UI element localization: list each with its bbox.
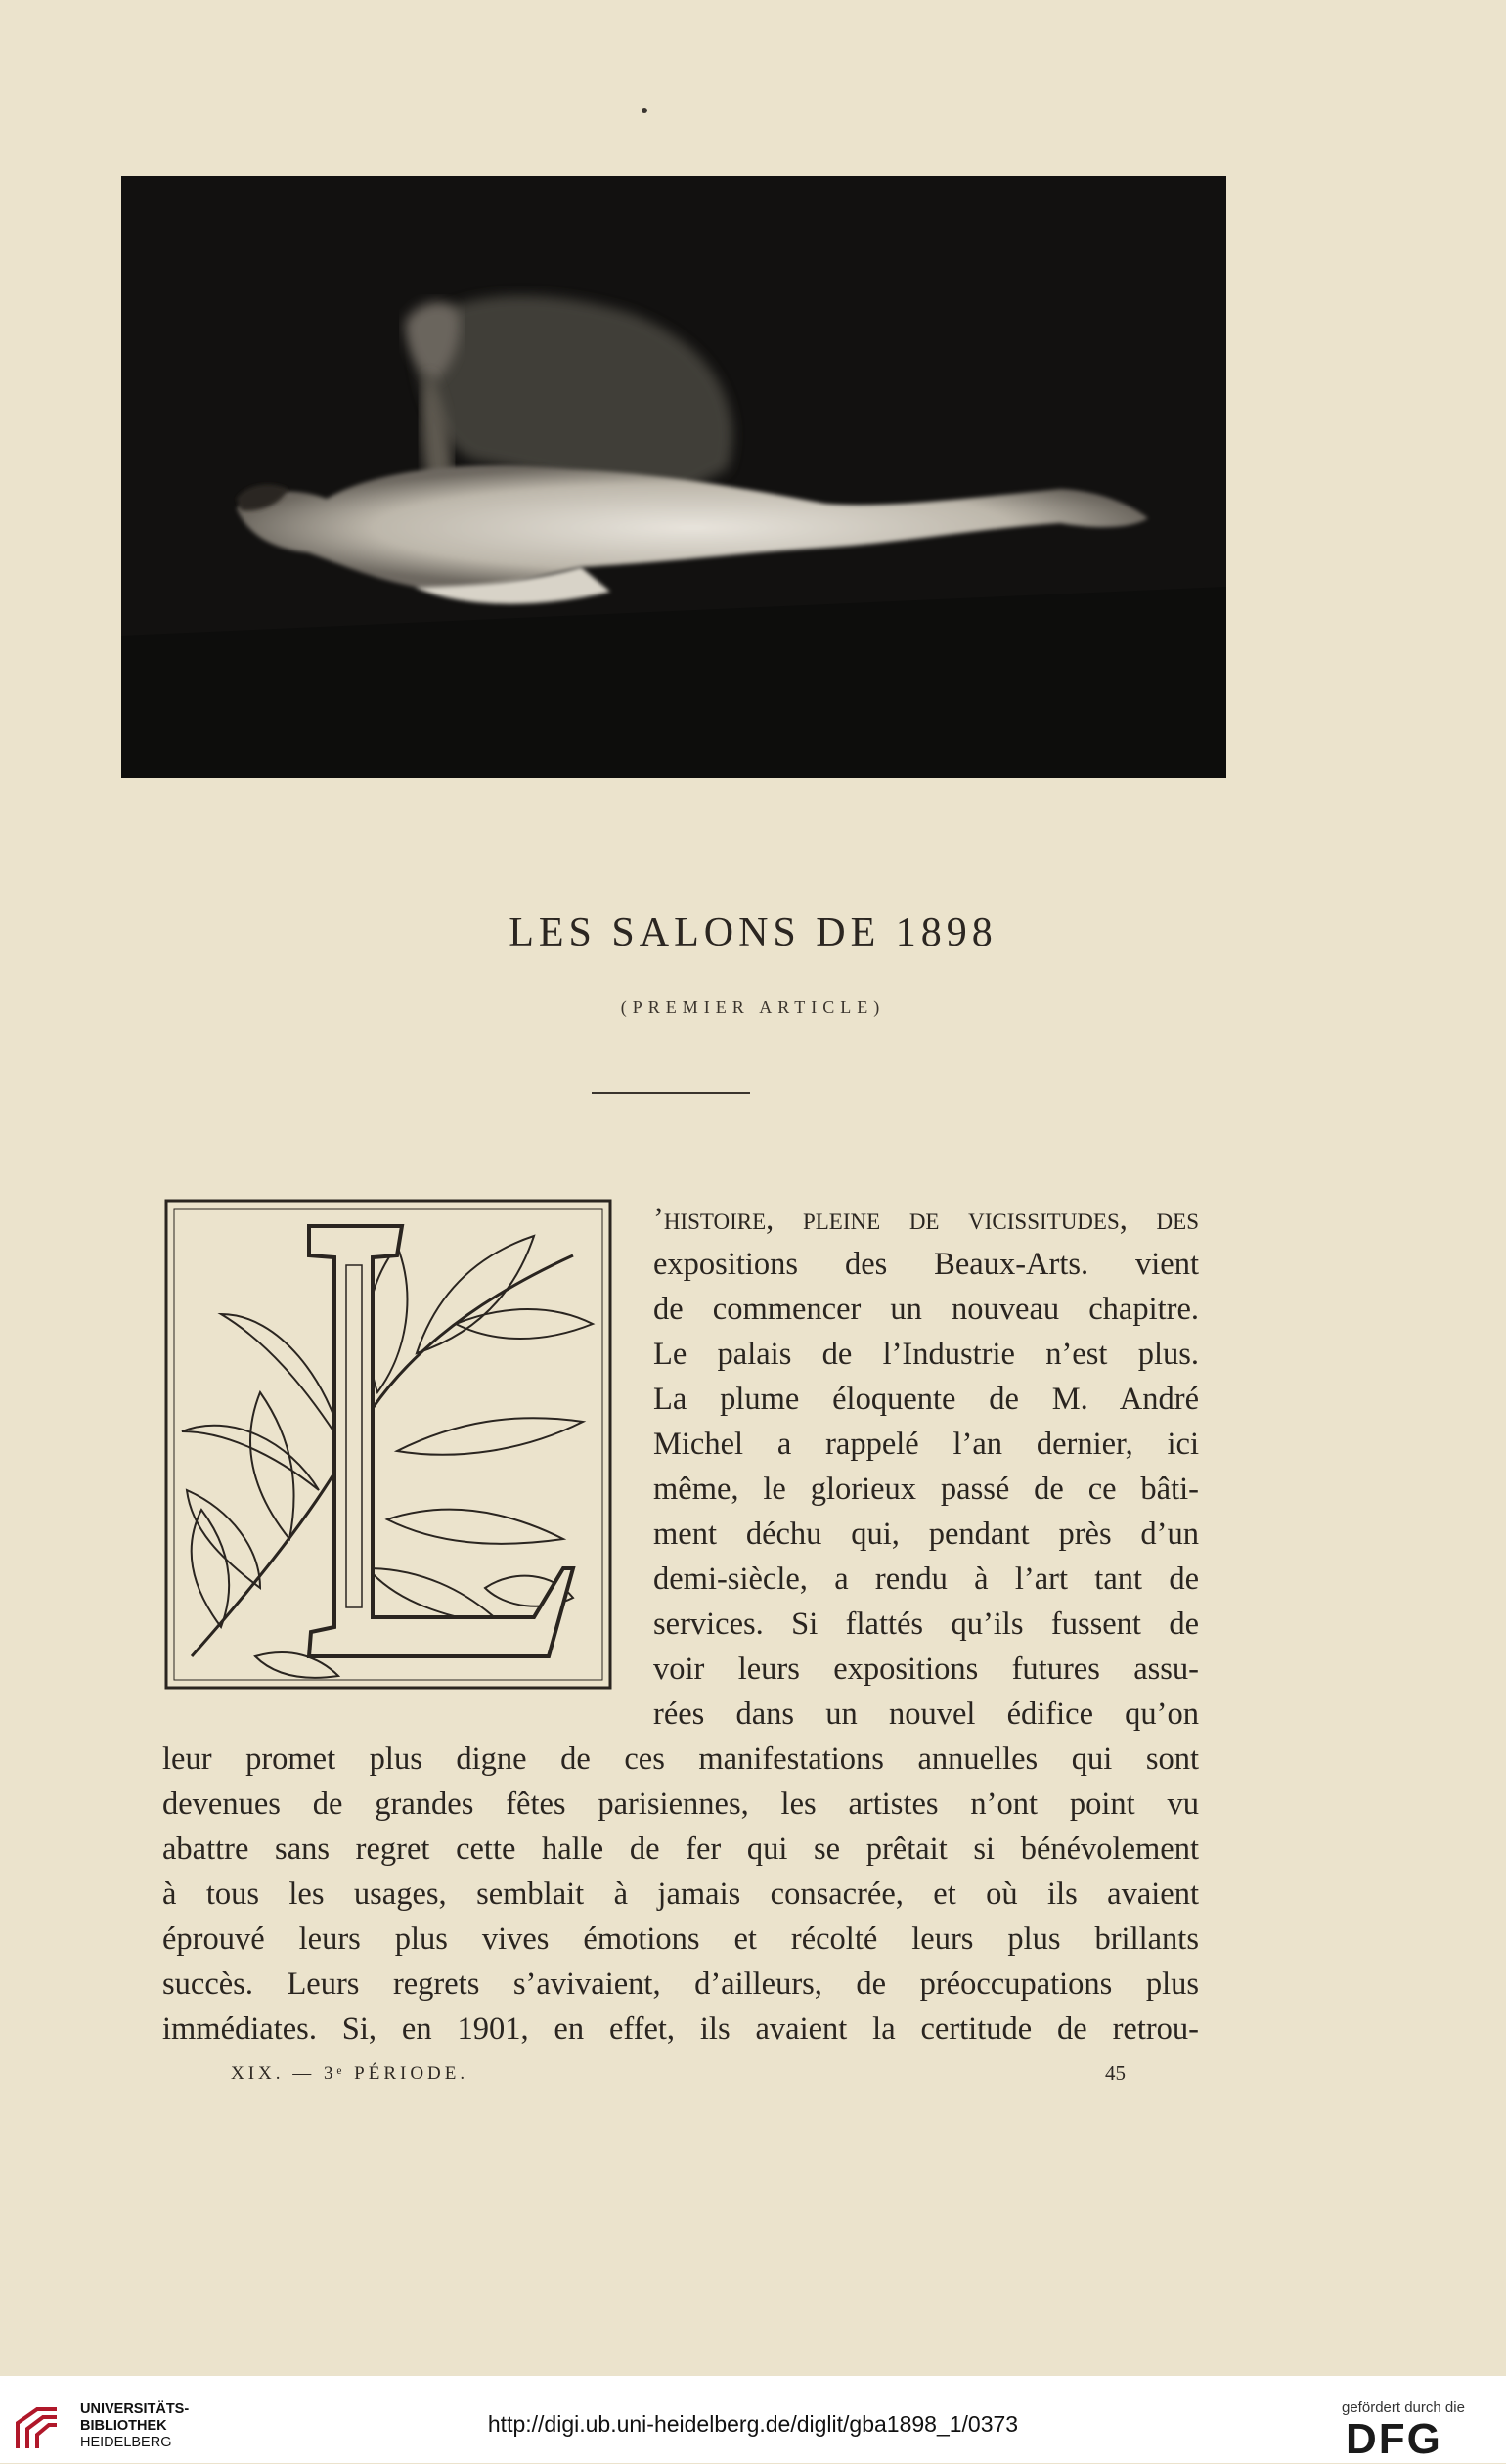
library-name-line-3: HEIDELBERG — [80, 2435, 172, 2450]
ornamental-dropcap-l — [162, 1197, 614, 1692]
text-line-1 — [653, 1197, 1199, 1242]
article-title: LES SALONS DE 1898 — [509, 910, 997, 955]
text-line-17: éprouvé leurs plus vives émotions et récolté leurs plus brillants — [162, 1921, 1199, 1957]
text-line-13: leur promet plus digne de ces manifestations annuelles qui sont — [162, 1741, 1199, 1777]
text-line-10: services. Si flattés qu’ils fussent de — [653, 1606, 1199, 1642]
text-line-6: Michel a rappelé l’an dernier, ici — [653, 1427, 1199, 1462]
permalink-url[interactable]: http://digi.ub.uni-heidelberg.de/diglit/gba1898_1/0373 — [487, 2411, 1019, 2437]
volume-signature: XIX. — 3ᵉ PÉRIODE. — [231, 2063, 469, 2084]
text-line-7: même, le glorieux passé de ce bâti- — [653, 1472, 1199, 1507]
page-speck — [642, 108, 647, 113]
text-line-12: rées dans un nouvel édifice qu’on — [653, 1696, 1199, 1732]
text-line-8: ment déchu qui, pendant près d’un — [653, 1517, 1199, 1552]
text-line-14: devenues de grandes fêtes parisiennes, les artistes n’ont point vu — [162, 1786, 1199, 1822]
library-name-line-1: UNIVERSITÄTS- — [80, 2401, 190, 2417]
photograph-reclining-figure — [121, 176, 1226, 778]
sponsor-caption: gefördert durch die — [1342, 2399, 1465, 2416]
text-line-3: de commencer un nouveau chapitre. — [653, 1292, 1199, 1327]
dfg-logo[interactable]: DFG — [1346, 2415, 1442, 2463]
text-line-11: voir leurs expositions futures assu- — [653, 1651, 1199, 1687]
text-line-2: expositions des Beaux-Arts. vient — [653, 1247, 1199, 1282]
text-line-16: à tous les usages, semblait à jamais consacrée, et où ils avaient — [162, 1876, 1199, 1912]
text-line-15: abattre sans regret cette halle de fer qui se prêtait si bénévolement — [162, 1831, 1199, 1867]
text-line-4: Le palais de l’Industrie n’est plus. — [653, 1337, 1199, 1372]
text-line-5: La plume éloquente de M. André — [653, 1382, 1199, 1417]
library-name-line-2: BIBLIOTHEK — [80, 2418, 167, 2434]
text-line-18: succès. Leurs regrets s’avivaient, d’ailleurs, de préoccupations plus — [162, 1966, 1199, 2002]
page-number: 45 — [1105, 2061, 1126, 2085]
text-line-19: immédiates. Si, en 1901, en effet, ils avaient la certitude de retrou- — [162, 2011, 1199, 2046]
article-subtitle: (PREMIER ARTICLE) — [620, 997, 886, 1017]
title-divider — [592, 1092, 750, 1094]
text-line-9: demi-siècle, a rendu à l’art tant de — [653, 1562, 1199, 1597]
text-line-1-content: ’histoire, pleine de vicissitudes, des — [653, 1202, 1199, 1237]
